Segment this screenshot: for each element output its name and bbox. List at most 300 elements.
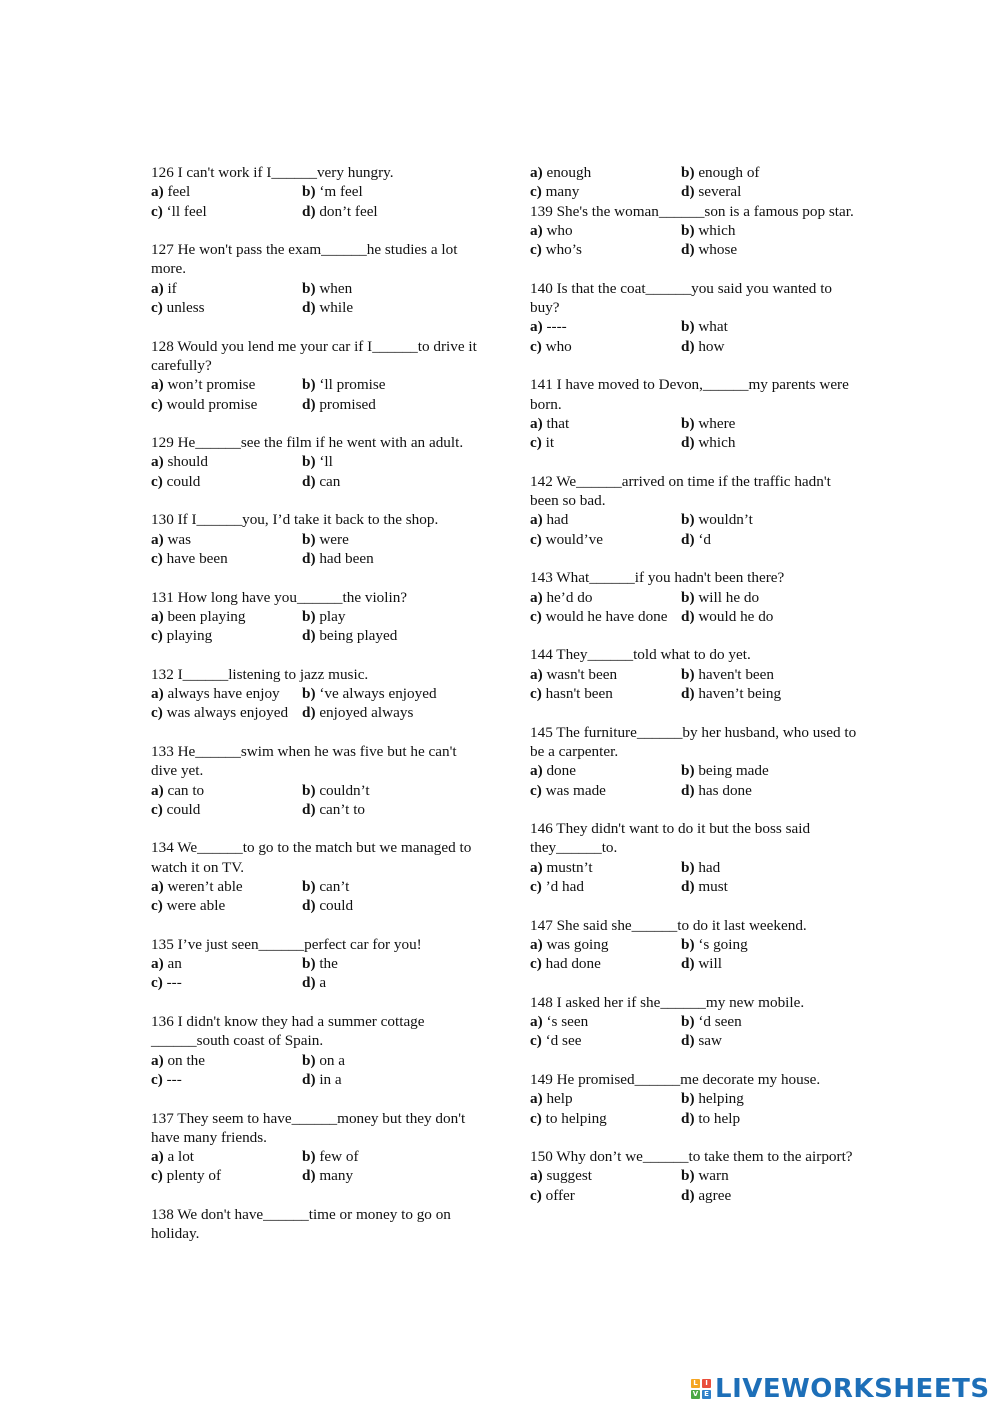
answer-option-c[interactable]: c) ‘d see <box>530 1032 582 1050</box>
option-letter: a <box>530 414 538 432</box>
answer-option-d[interactable]: d) whose <box>681 241 738 259</box>
answer-option-c[interactable]: c) was made <box>530 781 606 799</box>
option-text: to helping <box>545 1109 607 1127</box>
option-text: had <box>698 858 721 876</box>
option-text: promised <box>319 395 376 413</box>
option-letter: a <box>151 530 159 548</box>
answer-option-a[interactable]: a) feel <box>151 183 191 201</box>
option-letter: b <box>302 183 311 201</box>
question-text: 134 We______to go to the match but we managed to watch it on TV. <box>151 839 472 876</box>
question-text: 143 What______if you hadn't been there? <box>530 569 785 587</box>
option-letter: a <box>151 453 159 471</box>
option-letter: d <box>302 1070 311 1088</box>
option-text: haven’t being <box>698 685 782 703</box>
option-letter: a <box>530 762 538 780</box>
option-letter: c <box>530 434 537 452</box>
option-letter: b <box>302 1148 311 1166</box>
answer-option-c[interactable]: c) many <box>530 183 580 201</box>
option-letter: d <box>681 1032 690 1050</box>
question <box>530 1070 860 1128</box>
question <box>530 993 860 1051</box>
option-text: offer <box>545 1186 575 1204</box>
option-text: who’s <box>545 241 582 259</box>
option-text: would promise <box>166 395 258 413</box>
option-letter: c <box>151 299 158 317</box>
option-letter: d <box>681 241 690 259</box>
option-text: would he do <box>698 607 774 625</box>
option-text: many <box>545 183 580 201</box>
answer-option-c[interactable]: c) --- <box>151 974 182 992</box>
option-text: on a <box>319 1051 346 1069</box>
option-text: ’d had <box>545 877 584 895</box>
answer-option-d[interactable]: d) could <box>302 897 354 915</box>
answer-option-a[interactable]: a) he’d do <box>530 588 593 606</box>
answer-option-b[interactable]: b) warn <box>681 1167 729 1185</box>
answer-option-b[interactable]: b) enough of <box>681 164 760 181</box>
question-text: 144 They______told what to do yet. <box>530 646 751 664</box>
answer-option-c[interactable]: c) ’d had <box>530 877 584 895</box>
right-column <box>530 163 860 1224</box>
answer-option-d[interactable]: d) haven’t being <box>681 685 782 703</box>
answer-option-b[interactable]: b) which <box>681 221 736 239</box>
option-text: would he have done <box>545 607 668 625</box>
option-text: a <box>319 974 327 992</box>
option-letter: c <box>151 627 158 645</box>
option-letter: c <box>530 241 537 259</box>
answer-option-d[interactable]: d) while <box>302 299 354 317</box>
option-text: how <box>698 337 725 355</box>
answer-option-b[interactable]: b) will he do <box>681 588 760 606</box>
answer-option-b[interactable]: b) couldn’t <box>302 781 370 799</box>
question-text: 147 She said she______to do it last weekend. <box>530 916 807 934</box>
answer-option-a[interactable]: a) can to <box>151 781 205 799</box>
question-text: 128 Would you lend me your car if I______to drive it carefully? <box>151 337 477 374</box>
question <box>151 588 481 646</box>
answer-option-b[interactable]: b) ‘d seen <box>681 1013 742 1031</box>
option-letter: c <box>151 395 158 413</box>
answer-option-b[interactable]: b) play <box>302 607 346 625</box>
option-text: being played <box>319 627 398 645</box>
option-letter: b <box>681 762 690 780</box>
answer-option-b[interactable]: b) where <box>681 414 736 432</box>
question <box>151 665 481 723</box>
option-letter: c <box>530 607 537 625</box>
option-text: when <box>319 279 353 297</box>
option-text: can <box>319 472 341 490</box>
answer-option-a[interactable]: a) had <box>530 511 569 529</box>
option-text: enjoyed always <box>319 704 414 722</box>
answer-option-d[interactable]: d) agree <box>681 1186 732 1204</box>
option-letter: a <box>530 858 538 876</box>
answer-option-a[interactable]: a) mustn’t <box>530 858 593 876</box>
option-letter: b <box>302 955 311 973</box>
option-text: would’ve <box>545 530 603 548</box>
answer-option-d[interactable]: d) saw <box>681 1032 722 1050</box>
option-letter: c <box>151 800 158 818</box>
question <box>151 1012 481 1089</box>
option-letter: c <box>151 704 158 722</box>
option-text: was always enjoyed <box>166 704 289 722</box>
answer-option-d[interactable]: d) ‘d <box>681 530 711 548</box>
option-text: --- <box>166 974 182 992</box>
answer-option-c[interactable]: c) --- <box>151 1070 182 1088</box>
option-text: enough <box>546 164 592 181</box>
question-text: 130 If I______you, I’d take it back to the shop. <box>151 511 439 529</box>
option-letter: d <box>681 530 690 548</box>
answer-option-d[interactable]: d) several <box>681 183 742 201</box>
option-letter: d <box>681 183 690 201</box>
option-letter: c <box>151 897 158 915</box>
option-text: what <box>698 318 728 336</box>
answer-option-b[interactable]: b) ‘ve always enjoyed <box>302 685 437 703</box>
option-letter: d <box>302 897 311 915</box>
answer-option-d[interactable]: d) many <box>302 1167 354 1185</box>
option-letter: a <box>530 1090 538 1108</box>
answer-option-b[interactable]: b) what <box>681 318 728 336</box>
question <box>530 202 860 260</box>
answer-option-b[interactable]: b) ‘ll promise <box>302 376 386 394</box>
option-text: done <box>546 762 576 780</box>
option-letter: d <box>302 395 311 413</box>
question-text: 146 They didn't want to do it but the boss said they______to. <box>530 820 811 857</box>
question <box>530 916 860 974</box>
answer-option-a[interactable]: a) on the <box>151 1051 205 1069</box>
answer-option-b[interactable]: b) haven't been <box>681 665 774 683</box>
option-text: playing <box>166 627 213 645</box>
option-letter: b <box>681 318 690 336</box>
option-text: have been <box>166 549 228 567</box>
question-text: 150 Why don’t we______to take them to the airport? <box>530 1148 853 1166</box>
option-letter: d <box>302 974 311 992</box>
answer-option-b[interactable]: b) wouldn’t <box>681 511 753 529</box>
option-letter: a <box>530 588 538 606</box>
option-letter: a <box>151 955 159 973</box>
option-text: while <box>319 299 354 317</box>
answer-option-a[interactable]: a) suggest <box>530 1167 593 1185</box>
answer-option-d[interactable]: d) a <box>302 974 327 992</box>
option-text: in a <box>319 1070 342 1088</box>
question-text: 141 I have moved to Devon,______my parents were born. <box>530 376 849 413</box>
option-text: warn <box>698 1167 729 1185</box>
answer-option-a[interactable]: a) weren’t able <box>151 877 243 895</box>
answer-option-a[interactable]: a) ---- <box>530 318 567 336</box>
option-text: was going <box>546 935 609 953</box>
answer-option-b[interactable]: b) when <box>302 279 353 297</box>
option-letter: c <box>530 1186 537 1204</box>
logo-icon: L I V E <box>691 1379 711 1399</box>
option-text: haven't been <box>698 665 774 683</box>
option-letter: d <box>302 472 311 490</box>
option-text: could <box>166 800 201 818</box>
question <box>530 1147 860 1205</box>
answer-option-b[interactable]: b) being made <box>681 762 769 780</box>
option-text: he’d do <box>546 588 593 606</box>
question <box>151 240 481 317</box>
option-text: could <box>166 472 201 490</box>
option-letter: a <box>151 607 159 625</box>
option-text: saw <box>698 1032 722 1050</box>
answer-option-d[interactable]: d) being played <box>302 627 398 645</box>
option-text: whose <box>698 241 738 259</box>
option-letter: d <box>302 299 311 317</box>
option-letter: a <box>151 1051 159 1069</box>
option-text: helping <box>698 1090 744 1108</box>
answer-option-a[interactable]: a) an <box>151 955 182 973</box>
option-text: feel <box>167 183 191 201</box>
option-text: ‘s seen <box>546 1013 589 1031</box>
option-letter: c <box>530 877 537 895</box>
answer-option-d[interactable]: d) had been <box>302 549 374 567</box>
answer-option-c[interactable]: c) could <box>151 472 201 490</box>
option-text: ‘m feel <box>319 183 363 201</box>
question <box>151 433 481 491</box>
option-text: ‘d <box>698 530 711 548</box>
answer-option-c[interactable]: c) plenty of <box>151 1167 222 1185</box>
question-text: 135 I’ve just seen______perfect car for you! <box>151 935 422 953</box>
option-letter: b <box>681 858 690 876</box>
answer-option-b[interactable]: b) ‘m feel <box>302 183 363 201</box>
option-letter: b <box>302 1051 311 1069</box>
option-letter: a <box>530 164 538 181</box>
option-text: couldn’t <box>319 781 370 799</box>
option-text: ‘ll promise <box>319 376 386 394</box>
answer-option-c[interactable]: c) would promise <box>151 395 258 413</box>
option-letter: a <box>530 221 538 239</box>
option-text: can to <box>167 781 205 799</box>
answer-option-c[interactable]: c) offer <box>530 1186 575 1204</box>
question <box>151 935 481 993</box>
option-text: plenty of <box>166 1167 222 1185</box>
answer-option-b[interactable]: b) were <box>302 530 349 548</box>
option-text: if <box>167 279 177 297</box>
answer-option-a[interactable]: a) a lot <box>151 1148 195 1166</box>
option-text: unless <box>166 299 205 317</box>
answer-option-c[interactable]: c) have been <box>151 549 228 567</box>
option-letter: d <box>302 202 311 220</box>
answer-option-a[interactable]: a) been playing <box>151 607 246 625</box>
answer-option-a[interactable]: a) ‘s seen <box>530 1013 589 1031</box>
answer-option-a[interactable]: a) who <box>530 221 573 239</box>
option-letter: a <box>151 183 159 201</box>
option-letter: c <box>151 549 158 567</box>
answer-option-d[interactable]: d) in a <box>302 1070 342 1088</box>
answer-option-a[interactable]: a) if <box>151 279 177 297</box>
liveworksheets-logo <box>691 1374 990 1404</box>
question <box>151 838 481 915</box>
answer-option-c[interactable]: c) could <box>151 800 201 818</box>
left-column <box>151 163 481 1263</box>
option-letter: b <box>302 453 311 471</box>
answer-option-d[interactable]: d) has done <box>681 781 752 799</box>
option-text: could <box>319 897 354 915</box>
option-letter: c <box>530 530 537 548</box>
option-letter: b <box>302 877 311 895</box>
answer-option-b[interactable]: b) helping <box>681 1090 744 1108</box>
answer-option-b[interactable]: b) can’t <box>302 877 350 895</box>
answer-option-a[interactable]: a) should <box>151 453 208 471</box>
option-letter: c <box>530 955 537 973</box>
option-letter: b <box>681 164 690 181</box>
option-letter: d <box>681 877 690 895</box>
option-letter: c <box>151 202 158 220</box>
option-text: agree <box>698 1186 732 1204</box>
answer-option-a[interactable]: a) won’t promise <box>151 376 256 394</box>
option-text: were <box>319 530 349 548</box>
answer-option-d[interactable]: d) to help <box>681 1109 741 1127</box>
option-letter: c <box>151 472 158 490</box>
answer-option-a[interactable]: a) wasn't been <box>530 665 618 683</box>
option-text: enough of <box>698 164 760 181</box>
answer-option-b[interactable]: b) few of <box>302 1148 359 1166</box>
option-text: must <box>698 877 728 895</box>
option-text: which <box>698 221 736 239</box>
option-text: the <box>319 955 338 973</box>
answer-option-b[interactable]: b) the <box>302 955 338 973</box>
answer-option-c[interactable]: c) would he have done <box>530 607 668 625</box>
answer-option-b[interactable]: b) ‘ll <box>302 453 333 471</box>
option-text: mustn’t <box>546 858 593 876</box>
answer-option-b[interactable]: b) had <box>681 858 721 876</box>
answer-option-c[interactable]: c) were able <box>151 897 226 915</box>
answer-option-c[interactable]: c) playing <box>151 627 213 645</box>
question-text: 127 He won't pass the exam______he studies a lot more. <box>151 241 458 278</box>
option-text: had done <box>545 955 601 973</box>
option-text: won’t promise <box>167 376 256 394</box>
option-text: weren’t able <box>167 877 243 895</box>
question-text: 131 How long have you______the violin? <box>151 588 408 606</box>
option-letter: d <box>681 1186 690 1204</box>
question <box>530 375 860 452</box>
question <box>151 510 481 568</box>
answer-option-c[interactable]: c) it <box>530 434 555 452</box>
option-letter: c <box>530 1032 537 1050</box>
answer-option-d[interactable]: d) don’t feel <box>302 202 378 220</box>
answer-option-a[interactable]: a) help <box>530 1090 573 1108</box>
option-text: ‘d seen <box>698 1013 742 1031</box>
answer-option-a[interactable]: a) always have enjoy <box>151 685 280 703</box>
answer-option-d[interactable]: d) how <box>681 337 725 355</box>
option-text: has done <box>698 781 752 799</box>
option-letter: d <box>302 627 311 645</box>
option-letter: d <box>681 955 690 973</box>
answer-option-d[interactable]: d) must <box>681 877 728 895</box>
option-text: it <box>545 434 555 452</box>
question <box>530 472 860 549</box>
option-text: on the <box>167 1051 205 1069</box>
option-letter: b <box>681 511 690 529</box>
option-letter: a <box>530 318 538 336</box>
question <box>530 568 860 626</box>
option-letter: c <box>530 337 537 355</box>
question-text: 136 I didn't know they had a summer cottage ______south coast of Spain. <box>151 1013 425 1050</box>
answer-option-b[interactable]: b) ‘s going <box>681 935 748 953</box>
option-letter: b <box>302 781 311 799</box>
option-letter: a <box>151 685 159 703</box>
option-text: can’t to <box>319 800 366 818</box>
option-letter: b <box>681 665 690 683</box>
option-text: was made <box>545 781 606 799</box>
answer-option-d[interactable]: d) can’t to <box>302 800 366 818</box>
question <box>151 337 481 414</box>
option-text: hasn't been <box>545 685 613 703</box>
option-letter: a <box>151 877 159 895</box>
option-letter: d <box>302 1167 311 1185</box>
answer-option-d[interactable]: d) enjoyed always <box>302 704 414 722</box>
option-letter: b <box>302 530 311 548</box>
question-text: 126 I can't work if I______very hungry. <box>151 164 394 181</box>
option-letter: a <box>530 1167 538 1185</box>
option-text: ‘d see <box>545 1032 582 1050</box>
answer-option-a[interactable]: a) enough <box>530 164 592 181</box>
option-letter: b <box>681 1090 690 1108</box>
answer-option-b[interactable]: b) on a <box>302 1051 346 1069</box>
option-letter: c <box>530 781 537 799</box>
option-text: suggest <box>546 1167 593 1185</box>
question <box>151 1205 481 1244</box>
question-text: 145 The furniture______by her husband, who used to be a carpenter. <box>530 723 857 760</box>
answer-option-c[interactable]: c) who’s <box>530 241 582 259</box>
answer-option-d[interactable]: d) promised <box>302 395 376 413</box>
option-letter: c <box>530 1109 537 1127</box>
option-text: who <box>545 337 572 355</box>
option-letter: a <box>151 376 159 394</box>
option-text: was <box>167 530 192 548</box>
answer-option-d[interactable]: d) can <box>302 472 341 490</box>
option-letter: b <box>681 1013 690 1031</box>
question-text: 142 We______arrived on time if the traffic hadn't been so bad. <box>530 472 831 510</box>
answer-option-c[interactable]: c) was always enjoyed <box>151 704 289 722</box>
option-text: been playing <box>167 607 246 625</box>
question-text: 149 He promised______me decorate my house. <box>530 1070 821 1088</box>
option-letter: d <box>302 800 311 818</box>
answer-option-a[interactable]: a) was going <box>530 935 609 953</box>
answer-option-c[interactable]: c) to helping <box>530 1109 607 1127</box>
question-text: 148 I asked her if she______my new mobile. <box>530 993 805 1011</box>
question-text: 132 I______listening to jazz music. <box>151 665 369 683</box>
question-text: 137 They seem to have______money but they don't have many friends. <box>151 1109 466 1146</box>
answer-option-d[interactable]: d) which <box>681 434 736 452</box>
option-letter: c <box>530 183 537 201</box>
option-text: which <box>698 434 736 452</box>
answer-option-c[interactable]: c) would’ve <box>530 530 603 548</box>
answer-option-c[interactable]: c) who <box>530 337 572 355</box>
answer-option-c[interactable]: c) had done <box>530 955 601 973</box>
answer-option-a[interactable]: a) that <box>530 414 570 432</box>
question-text: 140 Is that the coat______you said you wanted to buy? <box>530 279 833 317</box>
option-letter: c <box>151 1070 158 1088</box>
option-text: many <box>319 1167 354 1185</box>
answer-option-a[interactable]: a) was <box>151 530 192 548</box>
answer-option-d[interactable]: d) will <box>681 955 722 973</box>
option-letter: d <box>681 337 690 355</box>
option-letter: b <box>302 607 311 625</box>
option-text: should <box>167 453 208 471</box>
answer-option-d[interactable]: d) would he do <box>681 607 774 625</box>
question <box>530 163 860 202</box>
option-letter: b <box>681 935 690 953</box>
answer-option-c[interactable]: c) ‘ll feel <box>151 202 207 220</box>
answer-option-c[interactable]: c) unless <box>151 299 205 317</box>
option-text: where <box>698 414 736 432</box>
question <box>151 1109 481 1186</box>
option-text: play <box>319 607 346 625</box>
option-letter: b <box>681 221 690 239</box>
answer-option-c[interactable]: c) hasn't been <box>530 685 613 703</box>
answer-option-a[interactable]: a) done <box>530 762 576 780</box>
option-letter: d <box>681 781 690 799</box>
option-letter: c <box>151 974 158 992</box>
option-text: had been <box>319 549 374 567</box>
